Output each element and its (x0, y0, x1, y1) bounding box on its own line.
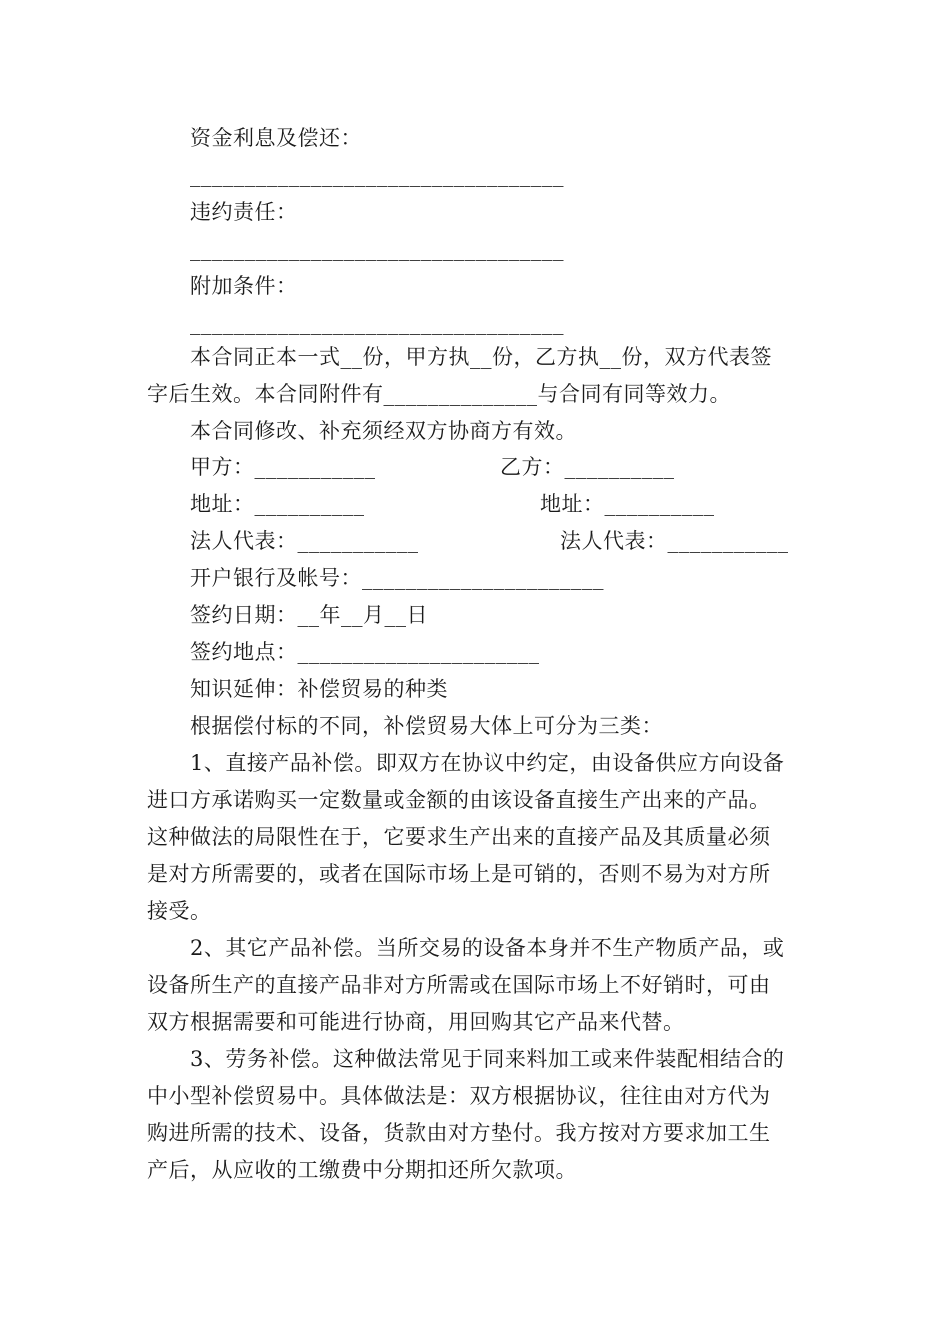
party-b-legal-rep: 法人代表：___________ (560, 529, 789, 553)
party-a-label: 甲方：___________ (190, 455, 376, 479)
copies-clause-line-2: 字后生效。本合同附件有______________与合同有同等效力。 (147, 382, 731, 406)
party-a-legal-rep: 法人代表：___________ (190, 529, 419, 553)
party-b-label: 乙方：__________ (500, 455, 675, 479)
blank-additional-terms: __________________________________ (190, 311, 564, 335)
item-3-line-2: 中小型补偿贸易中。具体做法是：双方根据协议，往往由对方代为 (147, 1084, 771, 1108)
item-1-line-2: 进口方承诺购买一定数量或金额的由该设备直接生产出来的产品。 (147, 788, 771, 812)
heading-capital-interest: 资金利息及偿还： (190, 126, 362, 150)
bank-account: 开户银行及帐号：______________________ (190, 566, 604, 590)
copies-clause-line-1: 本合同正本一式__份，甲方执__份，乙方执__份，双方代表签 (190, 345, 772, 369)
heading-additional-terms: 附加条件： (190, 274, 298, 298)
item-1-line-5: 接受。 (147, 899, 212, 923)
signing-place: 签约地点：______________________ (190, 640, 540, 664)
classification-intro: 根据偿付标的不同，补偿贸易大体上可分为三类： (190, 714, 663, 738)
knowledge-extension-title: 知识延伸：补偿贸易的种类 (190, 677, 448, 701)
item-1-line-4: 是对方所需要的，或者在国际市场上是可销的，否则不易为对方所 (147, 862, 771, 886)
item-3-line-4: 产后，从应收的工缴费中分期扣还所欠款项。 (147, 1158, 577, 1182)
party-a-address: 地址：__________ (190, 492, 365, 516)
item-3-line-3: 购进所需的技术、设备，货款由对方垫付。我方按对方要求加工生 (147, 1121, 771, 1145)
item-2-line-2: 设备所生产的直接产品非对方所需或在国际市场上不好销时，可由 (147, 973, 771, 997)
item-1-line-3: 这种做法的局限性在于，它要求生产出来的直接产品及其质量必须 (147, 825, 771, 849)
item-2-line-1: 2、其它产品补偿。当所交易的设备本身并不生产物质产品，或 (190, 936, 785, 960)
item-3-line-1: 3、劳务补偿。这种做法常见于同来料加工或来件装配相结合的 (190, 1047, 785, 1071)
blank-capital-interest: __________________________________ (190, 163, 564, 187)
item-2-line-3: 双方根据需要和可能进行协商，用回购其它产品来代替。 (147, 1010, 685, 1034)
item-1-line-1: 1、直接产品补偿。即双方在协议中约定，由设备供应方向设备 (190, 751, 785, 775)
blank-breach-liability: __________________________________ (190, 237, 564, 261)
party-b-address: 地址：__________ (540, 492, 715, 516)
heading-breach-liability: 违约责任： (190, 200, 298, 224)
signing-date: 签约日期：__年__月__日 (190, 603, 428, 627)
amendment-clause: 本合同修改、补充须经双方协商方有效。 (190, 419, 577, 443)
